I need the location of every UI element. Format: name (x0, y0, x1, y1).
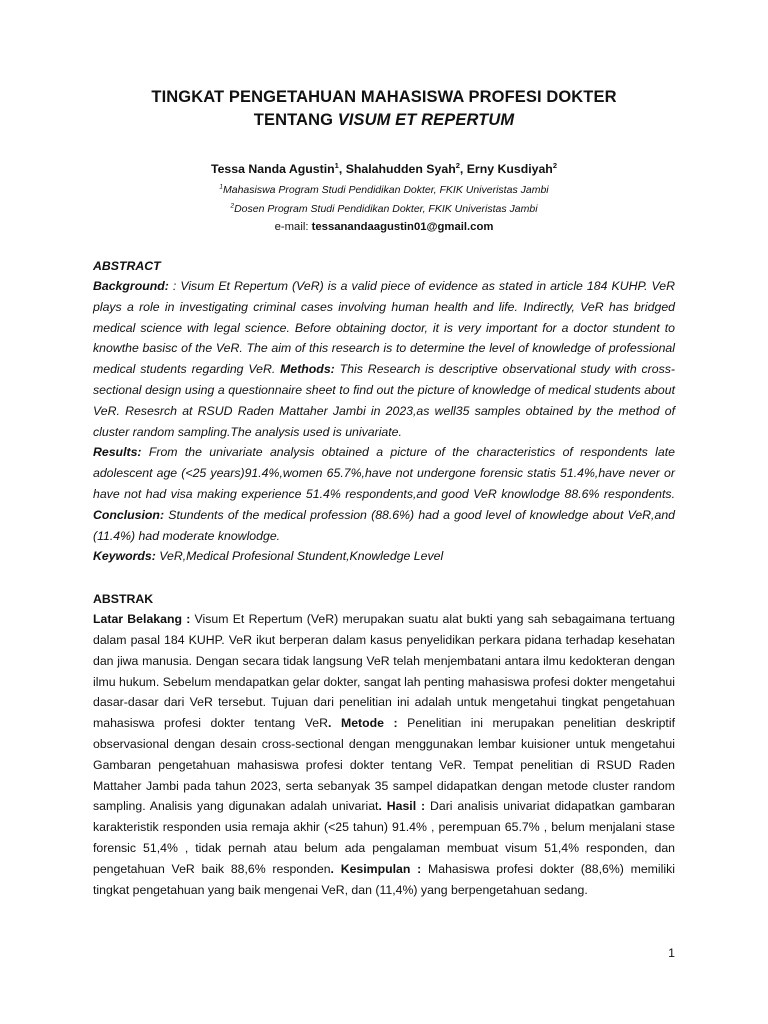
title-line-1: TINGKAT PENGETAHUAN MAHASISWA PROFESI DOKTER (151, 88, 617, 106)
latar-label: Latar Belakang : (93, 612, 191, 627)
conclusion-text: Stundents of the medical profession (88.6%) had a good level of knowledge about VeR,and (11.4%) had moderate knowlodge. (93, 507, 675, 543)
page-number: 1 (668, 946, 675, 960)
affiliation-2 (93, 200, 675, 219)
methods-label: Methods: (280, 362, 335, 377)
metode-text: Penelitian ini merupakan penelitian deskriptif observasional dengan desain cross-sectional dengan menggunakan lembar kuisioner untuk mengetahui Gambaran pengetahuan mahasiswa profesi dokter tentang VeR. Tempat penelitian di RSUD Raden Mattaher Jambi pada tahun 2023, serta sebanyak 35 sampel didapatkan dengan metode cluster random sampling. Analisis yang digunakan adalah univariat (93, 716, 675, 814)
author-2-affiliation: 2 (455, 160, 460, 170)
affiliation-1 (93, 181, 675, 200)
paper-page (93, 86, 675, 900)
keywords-label: Keywords: (93, 549, 156, 564)
email-address: tessanandaagustin01@gmail.com (311, 221, 494, 233)
abstract-heading: ABSTRACT (93, 259, 161, 273)
paper-title (93, 86, 675, 132)
author-1: Tessa Nanda Agustin (210, 162, 335, 176)
affiliation-2-text: Dosen Program Studi Pendidikan Dokter, FKIK Univeristas Jambi (234, 202, 538, 215)
title-line-2-prefix: TENTANG (253, 111, 338, 129)
background-text: : Visum Et Repertum (VeR) is a valid piece of evidence as stated in article 184 KUHP. VeR plays a role in investigating criminal cases involving human health and life. Indirectly, VeR has bridged medical science with legal science. Before obtaining doctor, it is very important for a doctor stundent to knowthe basisc of the VeR. The aim of this research is to determine the level of knowledge of professional medical students regarding VeR. (93, 279, 675, 377)
author-separator: , (459, 162, 467, 176)
affiliation-1-text: Mahasiswa Program Studi Pendidikan Dokter, FKIK Univeristas Jambi (222, 184, 549, 196)
abstract-body (93, 276, 675, 567)
abstrak-body (93, 609, 675, 900)
kesimpulan-label: . Kesimpulan : (330, 861, 422, 876)
keywords-text: VeR,Medical Profesional Stundent,Knowledge Level (155, 549, 444, 564)
hasil-label: . Hasil : (378, 799, 426, 814)
latar-text: Visum Et Repertum (VeR) merupakan suatu alat bukti yang sah sebagaimana tertuang dalam pasal 184 KUHP. VeR ikut berperan dalam kasus penyelidikan perkara pidana terhadap kesehatan dan jiwa manusia. Dengan secara tidak langsung VeR telah menjembatani antara ilmu kedokteran dengan ilmu hukum. Sebelum mendapatkan gelar dokter, sangat lah penting mahasiswa profesi dokter mengetahui dasar-dasar dari VeR tersebut. Tujuan dari penelitian ini adalah untuk mengetahui tingkat pengetahuan mahasiswa profesi dokter tentang VeR (93, 612, 675, 731)
conclusion-label: Conclusion: (93, 507, 165, 522)
email-label: e-mail: (274, 221, 312, 233)
contact-email (93, 218, 675, 236)
background-label: Background: (93, 279, 169, 293)
title-line-2-italic: VISUM ET REPERTUM (337, 111, 515, 129)
author-3: Erny Kusdiyah (466, 162, 553, 176)
methods-text: This Research is descriptive observational study with cross-sectional design using a questionnaire sheet to find out the picture of knowledge of medical students about VeR. Resesrch at RSUD Raden Mattaher Jambi in 2023,as well35 samples obtained by the method of cluster random sampling.The analysis used is univariate. (93, 362, 675, 439)
results-label: Results: (93, 445, 142, 460)
metode-label: . Metode : (328, 716, 398, 731)
kesimpulan-text: Mahasiswa profesi dokter (88,6%) memiliki tingkat pengetahuan yang baik mengenai VeR, dan (11,4%) yang berpengetahuan sedang. (93, 861, 675, 897)
affiliation-2-marker: 2 (230, 202, 235, 209)
results-text: From the univariate analysis obtained a picture of the characteristics of respondents late adolescent age (<25 years)91.4%,women 65.7%,have not undergone forensic statis 51.4%,have never or have not had visa making experience 51.4% respondents,and good VeR knowlodge 88.6% respondents. (93, 445, 675, 501)
author-3-affiliation: 2 (552, 160, 557, 170)
author-separator: , (338, 162, 346, 176)
author-list (93, 161, 675, 177)
affiliation-1-marker: 1 (219, 183, 223, 191)
author-2: Shalahudden Syah (345, 162, 456, 176)
author-1-affiliation: 1 (334, 160, 339, 170)
hasil-text: Dari analisis univariat didapatkan gambaran karakteristik responden usia remaja akhir (<25 tahun) 91.4% , perempuan 65.7% , belum menjalani stase forensic 51,4% , tidak pernah atau belum ada pengalaman membuat visum 51,4% responden, dan pengetahuan VeR baik 88,6% responden (93, 799, 675, 876)
abstrak-heading: ABSTRAK (93, 592, 154, 607)
